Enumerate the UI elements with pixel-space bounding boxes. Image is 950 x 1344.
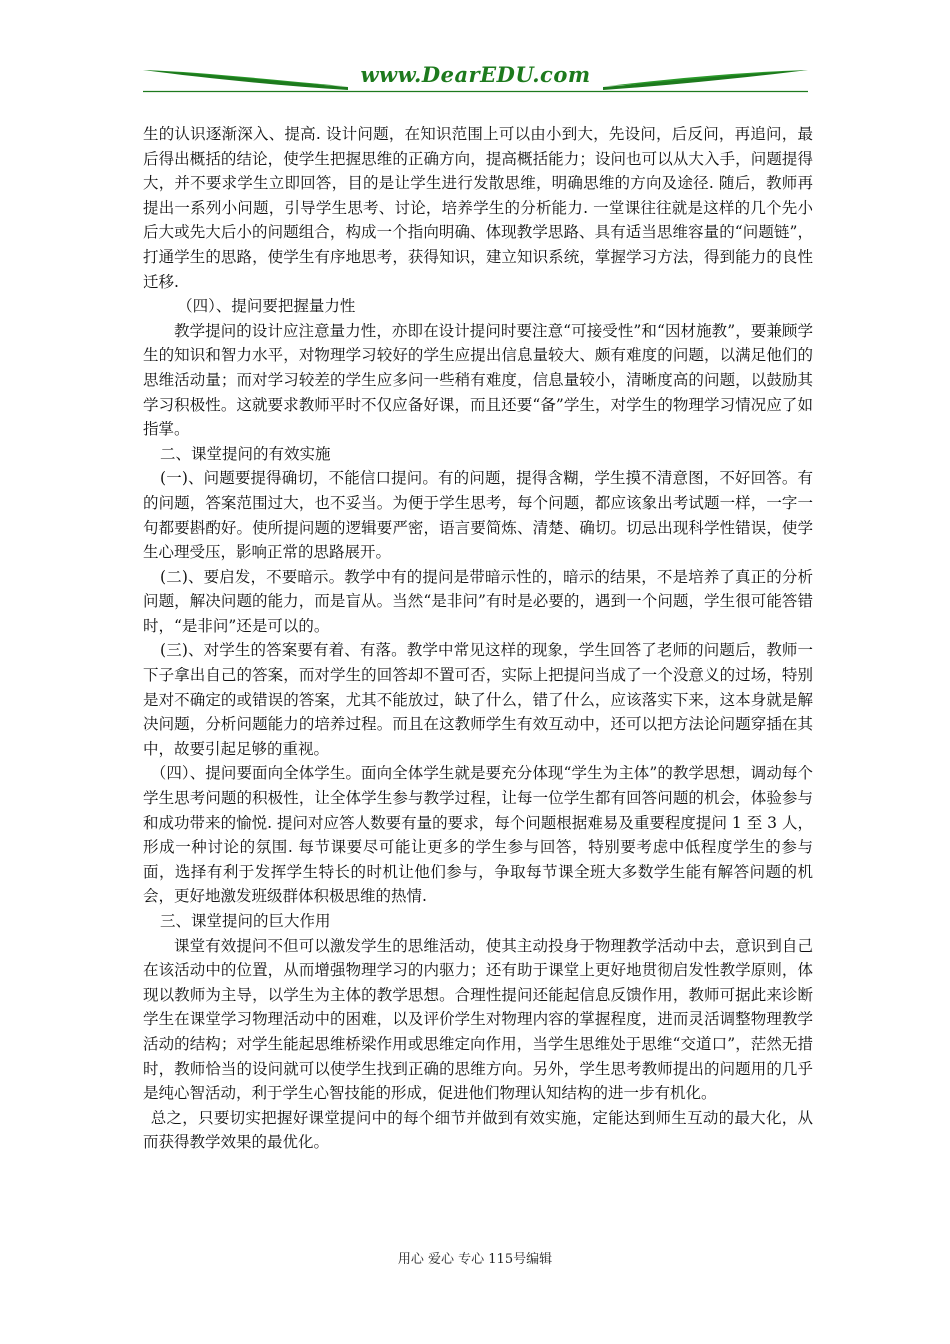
paragraph-point-2: (二)、要启发，不要暗示。教学中有的提问是带暗示性的，暗示的结果，不是培养了真正的分析问题，解决问题的能力，而是盲从。当然“是非问”有时是必要的，遇到一个问题，学生很可能答错时，“是非问”还是可以的。 (143, 567, 813, 635)
paragraph-measure: 教学提问的设计应注意量力性，亦即在设计提问时要注意“可接受性”和“因材施教”，要兼顾学生的知识和智力水平，对物理学习较好的学生应提出信息量较大、颇有难度的问题，以满足他们的思维活动量；而对学习较差的学生应多问一些稍有难度，信息量较小，清晰度高的问题，以鼓励其学习积极性。这就要求教师平时不仅应备好课，而且还要“备”学生，对学生的物理学习情况应了如指掌。 (143, 321, 813, 439)
paragraph-continuation: 生的认识逐渐深入、提高. 设计问题，在知识范围上可以由小到大，先设问，后反问，再追问，最后得出概括的结论，使学生把握思维的正确方向，提高概括能力；设问也可以从大入手，问题提得大，并不要求学生立即回答，目的是让学生进行发散思维，明确思维的方向及途径. 随后，教师再提出一系列小问题，引导学生思考、讨论，培养学生的分析能力. 一堂课往往就是这样的几个先小后大或先大后小的问题组合，构成一个指向明确、体现教学思路、具有适当思维容量的“问题链”，打通学生的思路，使学生有序地思考，获得知识，建立知识系统，掌握学习方法，得到能力的良性迁移. (143, 125, 813, 291)
site-logo-text: www.DearEDU.com (360, 62, 591, 87)
article-body (143, 122, 813, 1155)
section-heading-3: 三、课堂提问的巨大作用 (160, 912, 331, 930)
paragraph-point-4: （四）、提问要面向全体学生。面向全体学生就是要充分体现“学生为主体”的教学思想，调动每个学生思考问题的积极性，让全体学生参与教学过程，让每一位学生都有回答问题的机会，体验参与和成功带来的愉悦. 提问对应答人数要有量的要求，每个问题根据难易及重要程度提问 1 至 3 人，形成一种讨论的氛围. 每节课要尽可能让更多的学生参与回答，特别要考虑中低程度学生的参与面，选择有利于发挥学生特长的时机让他们参与，争取每节课全班大多数学生能有解答问题的机会，更好地激发班级群体积极思维的热情. (143, 764, 813, 906)
paragraph-conclusion: 总之，只要切实把握好课堂提问中的每个细节并做到有效实施，定能达到师生互动的最大化，从而获得教学效果的最优化。 (143, 1108, 813, 1152)
subheading-4-measure: （四）、提问要把握量力性 (177, 297, 356, 316)
paragraph-point-3: (三)、对学生的答案要有着、有落。教学中常见这样的现象，学生回答了老师的问题后，教师一下子拿出自己的答案，而对学生的回答却不置可否，实际上把提问当成了一个没意义的过场，特别是对不确定的或错误的答案，尤其不能放过，缺了什么，错了什么，应该落实下来，这本身就是解决问题，分析问题能力的培养过程。而且在这教师学生有效互动中，还可以把方法论问题穿插在其中，故要引起足够的重视。 (143, 641, 813, 758)
paragraph-role: 课堂有效提问不但可以激发学生的思维活动，使其主动投身于物理教学活动中去，意识到自己在该活动中的位置，从而增强物理学习的内驱力；还有助于课堂上更好地贯彻启发性教学原则，体现以教师为主导，以学生为主体的教学思想。合理性提问还能起信息反馈作用，教师可据此来诊断学生在课堂学习物理活动中的困难，以及评价学生对物理内容的掌握程度，进而灵活调整物理教学活动的结构；对学生能起思维桥梁作用或思维定向作用，当学生思维处于思维“交道口”，茫然无措时，教师恰当的设问就可以使学生找到正确的思维方向。另外，学生思考教师提出的问题用的几乎是纯心智活动，利于学生心智技能的形成，促进他们物理认知结构的进一步有机化。 (143, 936, 813, 1103)
section-heading-2: 二、课堂提问的有效实施 (160, 444, 331, 463)
page-footer: 用心 爱心 专心 115号编辑 (397, 1252, 553, 1267)
paragraph-point-1: (一)、问题要提得确切，不能信口提问。有的问题，提得含糊，学生摸不清意图，不好回答。有的问题，答案范围过大，也不妥当。为便于学生思考，每个问题，都应该象出考试题一样，一字一句都要斟酌好。使所提问题的逻辑要严密，语言要简炼、清楚、确切。切忌出现科学性错误，使学生心理受压，影响正常的思路展开。 (143, 469, 813, 562)
site-banner (143, 56, 808, 96)
